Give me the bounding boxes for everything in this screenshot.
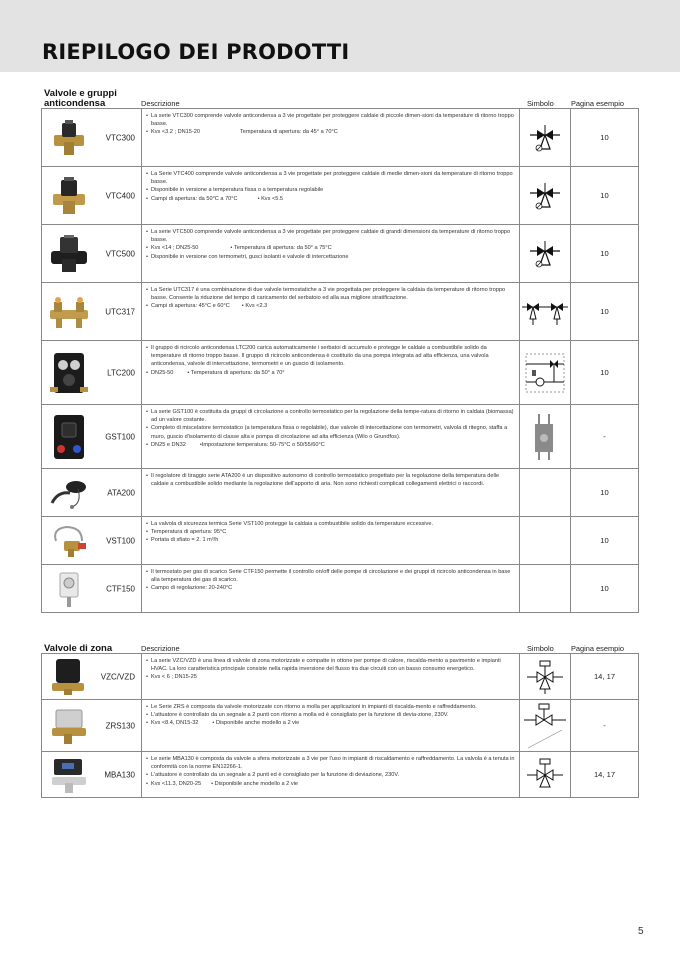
bullet: • Disponibile in versione con termometri, gusci isolanti e valvole di intercettazione [146, 253, 515, 261]
bullet: • La Serie UTC317 è una combinazione di due valvole termostatiche a 3 vie progettata per proteggere la caldaia da temperature di ritorno troppo basse. Consente la riduzione del tempo di caricamento del serbatoio ed alla sua migliore stratificazione. [146, 286, 515, 302]
product-cell [42, 341, 142, 405]
bullet: • Disponibile in versione a temperatura fissa o a temperatura regolabile [146, 186, 515, 194]
thermostat-photo-icon [48, 569, 90, 609]
circulation-group-schematic-icon [525, 412, 565, 462]
bullet-part: Temperatura di apertura: da 50° a 70° [190, 369, 285, 376]
bullet: • La serie GST100 è costituita da gruppi di circolazione a controllo termostatico per la regolazione della tempe-ratura di ritorno in caldaia (biomassa) ad un valore costante. [146, 408, 515, 424]
bullet: • Le Serie ZRS è composta da valvole motorizzate con ritorno a molla per applicazioni in impianti di riscalda-mento e raffreddamento. [146, 703, 515, 711]
page-cell: 10 [571, 109, 639, 167]
table-row [42, 405, 639, 469]
bullet-part: DN25-50 [151, 369, 174, 376]
product-cell [42, 565, 142, 613]
product-cell [42, 109, 142, 167]
bullet: • Completo di miscelatore termostatico (a temperatura fissa o regolabile), due valvole di intercettazione con termometri, valvola di ritegno, staffa a muro, guscio d'isolamento di classe alta e pompa di circolazione ad alta efficienza (Wilo o Grundfos). [146, 424, 515, 440]
page-cell: 10 [571, 469, 639, 517]
table-row [42, 469, 639, 517]
bullet: • Il gruppo di ricircolo anticondensa LTC200 carica automaticamente i serbatoi di accumulo e protegge le caldaie a combustibile solido da temperature di ritorno troppo basse. Il gruppo di ricircolo anticondensa è costituito da una pompa integrata ad alta efficienza, una valvola anticondensa, valvole di intercettazione, termometri e un guscio di isolamento. [146, 344, 515, 369]
symbol-cell [520, 109, 571, 167]
motorized-ball-valve-icon [525, 757, 565, 793]
page-cell: 14, 17 [571, 654, 639, 700]
bullet: • La Serie VTC400 comprende valvole anticondensa a 3 vie progettate per proteggere caldaie di medie dimen-sioni da temperature di ritorno troppo basse. [146, 170, 515, 186]
ball-valve-photo-icon [48, 755, 90, 795]
table-row [42, 283, 639, 341]
col-header-description: Descrizione [141, 644, 180, 653]
table-row [42, 565, 639, 613]
recirculation-schematic-icon [522, 350, 568, 396]
bullet-part: Kvs <3.2 ; DN15-20 [151, 129, 200, 136]
bullet-part: Kvs <2.3 [245, 303, 268, 310]
description-cell [142, 225, 520, 283]
table-row [42, 654, 639, 700]
bullet: • Il regolatore di tiraggio serie ATA200 è un dispositivo autonomo di controllo termostatico progettato per la regolazione della temperatura delle caldaie a combustibile solido mediante la regolazione dell'apporto di aria. Non sono richiesti complicati collegamenti elettrici o raccordi. [146, 472, 515, 488]
description-cell [142, 700, 520, 752]
bullet: • Kvs <8.4, DN15-32 • Disponibile anche modello a 2 vie [146, 719, 515, 727]
bullet-part: Impostazione temperatura: 50-75°C o 50/55/60°C [201, 441, 325, 448]
col-header-symbol: Simbolo [527, 644, 554, 653]
bullet-part: Campi di apertura: da 50°C a 70°C [151, 195, 238, 202]
bullet: • Kvs <14 ; DN25-50 • Temperatura di apertura: da 50° a 75°C [146, 244, 515, 252]
table-row [42, 752, 639, 798]
page-cell: 14, 17 [571, 752, 639, 798]
symbol-cell [520, 469, 571, 517]
section-anticondensa [41, 84, 638, 613]
product-cell [42, 752, 142, 798]
safety-valve-photo-icon [48, 521, 90, 561]
valve-photo-icon [48, 118, 90, 158]
symbol-cell [520, 700, 571, 752]
page-cell: 10 [571, 283, 639, 341]
product-cell [42, 469, 142, 517]
bullet-part: Kvs <8.4, DN15-32 [151, 720, 199, 727]
product-code: VZC/VZD [100, 672, 135, 681]
page-cell: 10 [571, 565, 639, 613]
bullet: • La serie VZC/VZD è una linea di valvole di zona motorizzate e compatte in ottone per pompe di calore, riscalda-mento a pavimento e impianti HVAC. La loro caratteristica principale consiste nella rapida inversione del flusso tra due circuiti con un basso consumo energetico. [146, 657, 515, 673]
table-row [42, 225, 639, 283]
section-title [44, 89, 117, 108]
three-way-valve-icon [528, 121, 562, 155]
product-code: LTC200 [107, 368, 135, 377]
product-code: UTC317 [105, 307, 135, 316]
description-cell [142, 654, 520, 700]
three-way-valve-icon [528, 179, 562, 213]
page-cell: 10 [571, 341, 639, 405]
product-cell [42, 283, 142, 341]
page-number: 5 [638, 926, 644, 937]
dual-valve-photo-icon [48, 292, 90, 332]
bullet-part: Kvs <11.3, DN20-25 [151, 780, 202, 787]
dual-three-way-valve-icon [521, 297, 569, 327]
bullet: • Campi di apertura: 45°C e 60°C • Kvs <2.3 [146, 302, 515, 310]
col-header-page: Pagina esempio [571, 99, 625, 108]
page-cell: - [571, 405, 639, 469]
bullet-part: Campi di apertura: 45°C e 60°C [151, 303, 230, 310]
symbol-cell [520, 405, 571, 469]
description-cell [142, 341, 520, 405]
symbol-cell [520, 517, 571, 565]
description-cell [142, 167, 520, 225]
bullet [146, 128, 515, 136]
col-header-page: Pagina esempio [571, 644, 625, 653]
bullet-part: Disponibile anche modello a 2 vie [215, 720, 300, 727]
product-cell [42, 167, 142, 225]
products-table [41, 108, 639, 613]
product-cell [42, 405, 142, 469]
page-cell: 10 [571, 225, 639, 283]
zone-valve-photo-icon [48, 657, 90, 697]
table-row [42, 700, 639, 752]
section-title-line2: anticondensa [44, 97, 106, 109]
valve-photo-icon [48, 234, 90, 274]
product-cell [42, 654, 142, 700]
product-code: VST100 [106, 536, 135, 545]
section-valvole-di-zona [41, 637, 638, 798]
page-title: RIEPILOGO DEI PRODOTTI [42, 40, 350, 64]
product-code: MBA130 [104, 770, 135, 779]
product-code: ZRS130 [105, 721, 135, 730]
spring-return-valve-photo-icon [48, 706, 90, 746]
bullet: • La serie VTC300 comprende valvole anticondensa a 3 vie progettate per proteggere caldaie di piccole dimen-sioni da temperature di ritorno troppo basse. [146, 112, 515, 128]
product-code: ATA200 [107, 488, 135, 497]
col-header-symbol: Simbolo [527, 99, 554, 108]
draught-regulator-photo-icon [48, 473, 90, 513]
bullet: • Campi di apertura: da 50°C a 70°C • Kvs <5.5 [146, 195, 515, 203]
description-cell [142, 565, 520, 613]
product-code: VTC400 [105, 191, 135, 200]
valve-photo-icon [48, 176, 90, 216]
col-header-description: Descrizione [141, 99, 180, 108]
description-cell [142, 469, 520, 517]
bullet: • Kvs <11.3, DN20-25 • Disponibile anche modello a 2 vie [146, 780, 515, 788]
page-cell: 10 [571, 167, 639, 225]
table-row [42, 167, 639, 225]
product-cell [42, 517, 142, 565]
bullet-part: DN25 e DN32 [151, 441, 186, 448]
bullet-part: Disponibile anche modello a 2 vie [214, 780, 298, 787]
product-code: VTC300 [105, 133, 135, 142]
section-title-line1: Valvole e gruppi [44, 88, 117, 99]
bullet: • Portata di sfiato = 2. 1 m³/h [146, 536, 515, 544]
table-row [42, 109, 639, 167]
bullet: • DN25-50 • Temperatura di apertura: da 50° a 70° [146, 369, 515, 377]
symbol-cell [520, 283, 571, 341]
symbol-cell [520, 225, 571, 283]
table-row [42, 341, 639, 405]
description-cell [142, 517, 520, 565]
symbol-cell [520, 752, 571, 798]
bullet: • La valvola di sicurezza termica Serie VST100 protegge la caldaia a combustibile solido da temperature eccessive. [146, 520, 515, 528]
table-row [42, 517, 639, 565]
bullet: • L'attuatore è controllato da un segnale a 2 punti ed è consigliato per la funzione di deviazione, 230V. [146, 771, 515, 779]
symbol-cell [520, 341, 571, 405]
description-cell [142, 405, 520, 469]
description-cell [142, 283, 520, 341]
pump-group-photo-icon [48, 350, 90, 396]
three-way-valve-icon [528, 237, 562, 271]
product-code: VTC500 [105, 249, 135, 258]
section-title-line1: Valvole di zona [44, 642, 113, 654]
circulation-group-photo-icon [48, 412, 90, 462]
bullet-part: Temperatura di apertura: da 50° a 75°C [233, 245, 332, 252]
motorized-zone-valve-icon [525, 659, 565, 695]
spring-return-valve-icon [522, 702, 568, 750]
bullet-part: Kvs <5.5 [261, 195, 283, 202]
section-title [44, 644, 112, 654]
bullet-part: Temperatura di apertura: da 45° a 70°C [239, 129, 338, 136]
page-cell: 10 [571, 517, 639, 565]
product-code: GST100 [105, 432, 135, 441]
product-code: CTF150 [106, 584, 135, 593]
bullet: • Temperatura di apertura: 95°C [146, 528, 515, 536]
bullet: • Il termostato per gas di scarico Serie CTF150 permette il controllo on/off delle pompe di circolazione e dei gruppi di ricircolo anticondensa in base alla temperatura dei gas di scarico. [146, 568, 515, 584]
symbol-cell [520, 565, 571, 613]
product-cell [42, 225, 142, 283]
symbol-cell [520, 167, 571, 225]
bullet: • Campo di regolazione: 20-240°C [146, 584, 515, 592]
bullet-part: Kvs <14 ; DN25-50 [151, 245, 199, 252]
bullet: • La serie VTC500 comprende valvole anticondensa a 3 vie progettate per proteggere caldaie di grandi dimensioni da temperature di ritorno troppo basse. [146, 228, 515, 244]
symbol-cell [520, 654, 571, 700]
description-cell [142, 752, 520, 798]
bullet: • L'attuatore è controllato da un segnale a 2 punti con ritorno a molla ed è consigliato per la funzione di devia-zione, 230V. [146, 711, 515, 719]
description-cell [142, 109, 520, 167]
product-cell [42, 700, 142, 752]
bullet: • DN25 e DN32 •Impostazione temperatura: 50-75°C o 50/55/60°C [146, 441, 515, 449]
bullet: • Le serie MBA130 è composta da valvole a sfera motorizzate a 3 vie per l'uso in impianti di riscaldamento e raffreddamento. La valvola è a tenuta in conformità con la norme EN12266-1. [146, 755, 515, 771]
page-cell: - [571, 700, 639, 752]
bullet: • Kvs < 6 ; DN15-25 [146, 673, 515, 681]
zone-valves-table [41, 653, 639, 798]
